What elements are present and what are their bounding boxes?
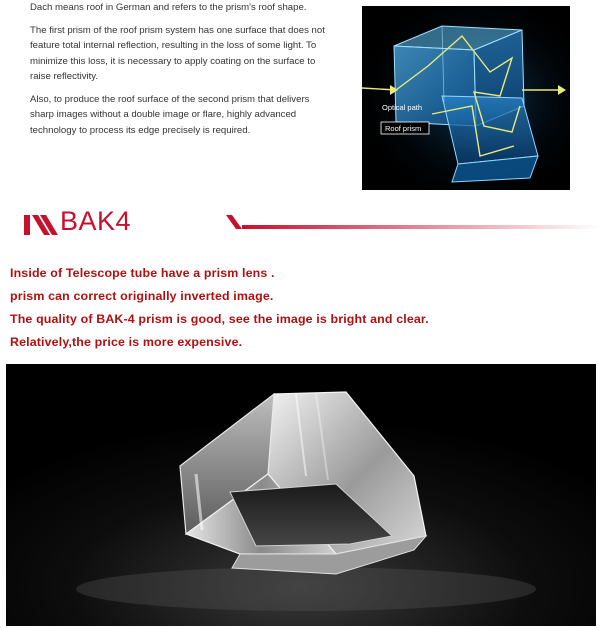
prism-photo [6, 364, 596, 626]
description-line-2: prism can correct originally inverted image. [10, 289, 274, 303]
roof-prism-diagram [362, 6, 570, 190]
banner-divider [226, 215, 600, 229]
intro-paragraph-2: The first prism of the roof prism system has one surface that does not feature total internal reflection, resulting in the loss of some light. To minimize this loss, it is necessary to apply coating on the surface to raise reflectivity. [30, 24, 325, 82]
banner-slash-marks [24, 215, 58, 235]
banner-title: BAK4 [60, 206, 132, 236]
roof-prism-label: Roof prism [385, 124, 422, 133]
description-line-3: The quality of BAK-4 prism is good, see the image is bright and clear. [10, 312, 429, 326]
optical-path-label: Optical path [382, 103, 423, 112]
intro-paragraph-3: Also, to produce the roof surface of the second prism that delivers sharp images without a double image or flare, highly advanced technology to process its edge precisely is required. [30, 93, 310, 136]
description-line-4: Relatively,the price is more expensive. [10, 335, 243, 349]
intro-paragraph-1: Dach means roof in German and refers to the prism's roof shape. [30, 2, 307, 13]
intro-text [30, 0, 330, 145]
description-text [10, 262, 429, 354]
description-line-1: Inside of Telescope tube have a prism lens . [10, 266, 275, 280]
